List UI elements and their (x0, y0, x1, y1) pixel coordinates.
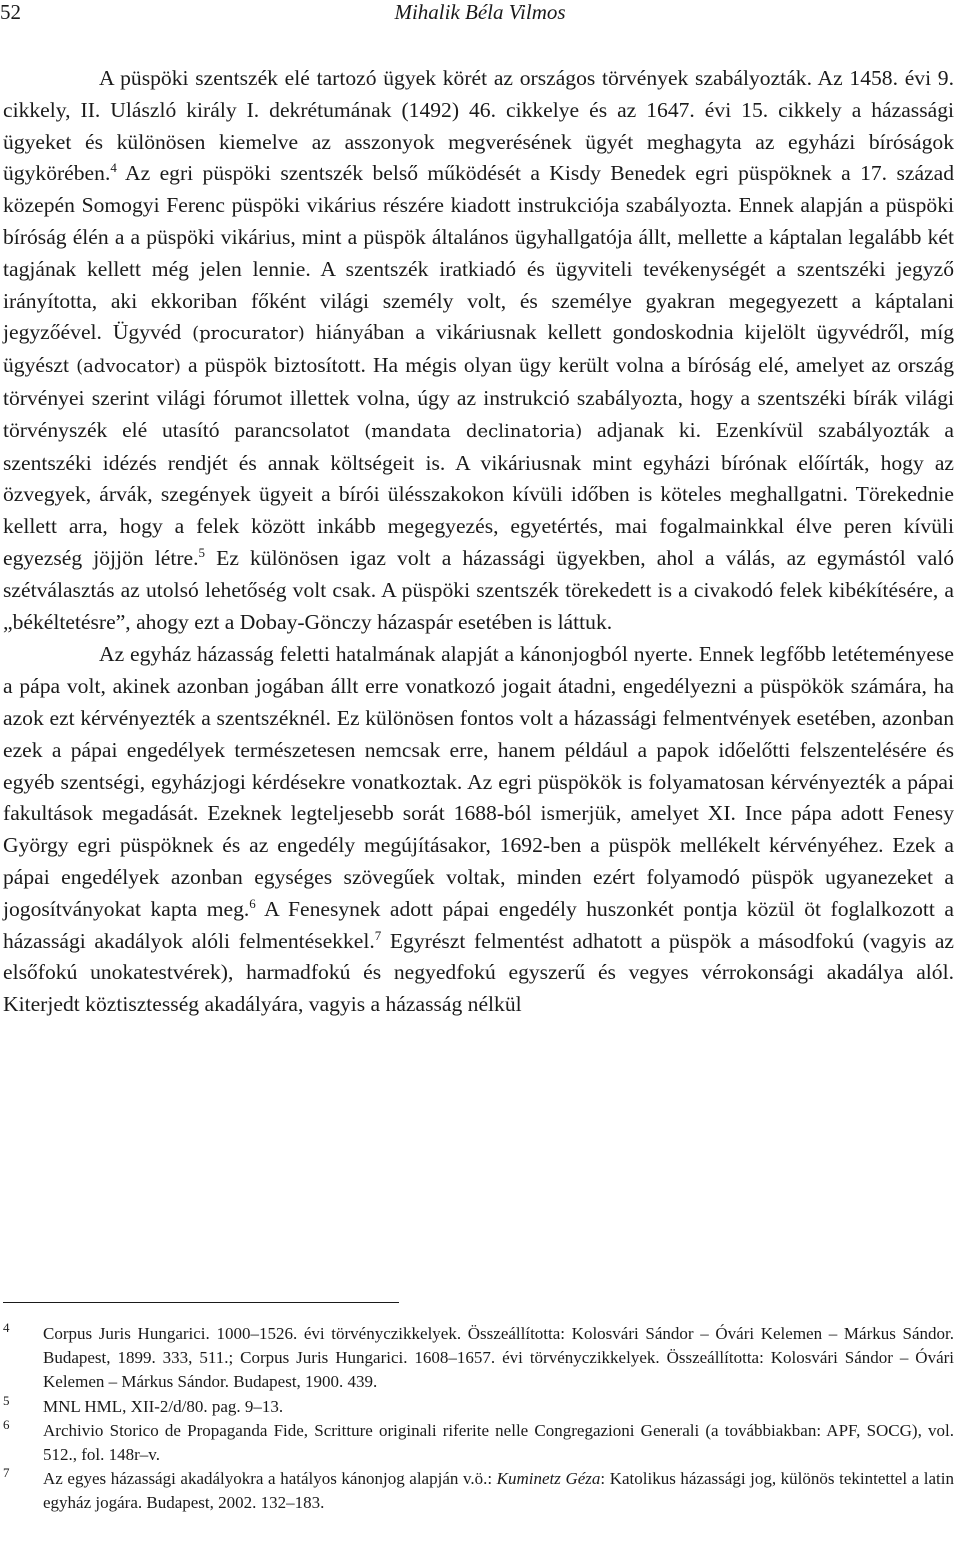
latin-term-advocator: (advocator) (76, 356, 181, 378)
footnote-number: 4 (3, 1320, 10, 1335)
footnote-7 (3, 1467, 954, 1515)
paragraph-1-part-b: Az egri püspöki szentszék belső működését a Kisdy Benedek egri püspöknek a 17. század közepén Somogyi Ferenc püspöki vikárius részére kiadott instrukciója szabályozta. Ennek alapján a püspöki bíróság élén a a püspöki vikárius, mint a püspök általános ügyhallgatója állt, mellette a káptalan legalább két tagjának kellett még jelen lennie. A szentszék iratkiadó és ügyviteli tevékenységét a szentszéki jegyző irányította, aki ekkoriban főként világi személy volt, és személye gyakran megegyezett a káptalani jegyzőével. Ügyvéd (3, 161, 954, 345)
footnotes (3, 1322, 954, 1516)
footnote-ref-5[interactable]: 5 (198, 544, 206, 560)
footnote-author: Kuminetz Géza (496, 1469, 601, 1489)
footnote-separator (3, 1302, 399, 1303)
paragraph-2 (3, 639, 954, 1021)
page-number: 52 (0, 0, 21, 24)
paragraph-2-part-a: Az egyház házasság feletti hatalmának alapját a kánonjogból nyerte. Ennek legfőbb letéteményese a pápa volt, akinek azonban jogában állt erre vonatkozó jogait átadni, engedélyezni a püspökök számára, ha azok ezt kérvényezték a szentszéknél. Ez különösen fontos volt a házassági felmentvények esetében, azonban ezek a pápai engedélyek természetesen nemcsak erre, hanem például a papok időelőtti felszentelésére és egyéb szentségi, egyházjogi kérdésekre vonatkoztak. Az egri püspökök is folyamatosan kérvényezték a pápai fakultások megadását. Ezeknek legteljesebb sorát 1688-ból ismerjük, amelyet XI. Ince pápa adott Fenesy György egri püspöknek és az engedély megújításakor, 1692-ben a püspök mellékelt kérvényéhez. Ezek a pápai engedélyek azonban egységes szövegűek voltak, minden ezért folyamodó püspök ugyanezeket a jogosítványokat kapta meg. (3, 642, 954, 921)
footnote-number: 6 (3, 1416, 10, 1432)
footnote-number: 7 (3, 1465, 10, 1481)
footnote-text: MNL HML, XII-2/d/80. pag. 9–13. (43, 1396, 284, 1416)
paragraph-1-part-d: a püspök biztosított. Ha mégis olyan ügy került volna a bíróság elé, amelyet az ország törvényei szerint világi fórumot illettek volna, úgy az instrukció szabályozta, hogy a szentszéki bírák világi törvényszék elé utasító parancsolatot (3, 353, 954, 442)
latin-term-procurator: (procurator) (192, 323, 305, 345)
paragraph-1-part-a: A püspöki szentszék elé tartozó ügyek körét az országos törvények szabályozták. Az 1458. évi 9. cikkely, II. Ulászló király I. dekrétumának (1492) 46. cikkelye és az 1647. évi 15. cikkely a házassági ügyeket és különösen kiemelve az asszonyok megverésének ügyét meghagyta az egyházi bíróságok ügykörében. (3, 66, 954, 186)
running-title: Mihalik Béla Vilmos (394, 0, 566, 24)
footnote-6 (3, 1416, 954, 1467)
footnote-text: Corpus Juris Hungarici. 1000–1526. évi törvényczikkelyek. Összeállította: Kolosvári Sándor – Óvári Kelemen – Márkus Sándor. Budapest, 1899. 333, 511.; Corpus Juris Hungarici. 1608–1657. évi törvényczikkelyek. Összeállította: Kolosvári Sándor – Óvári Kelemen – Márkus Sándor. Budapest, 1900. 439. (43, 1324, 954, 1392)
footnote-4 (3, 1322, 954, 1395)
paragraph-2-part-b: A Fenesynek adott pápai engedély huszonkét pontja közül öt foglalkozott a házassági akadályok alóli felmentésekkel. (3, 896, 954, 953)
paragraph-1-part-f: Ez különösen igaz volt a házassági ügyekben, ahol a válás, az egymástól való szétválasztás az utolsó lehetőség volt csak. A püspöki szentszék törekedett is a civakodó felek kibékítésére, a „békéltetésre”, ahogy ezt a Dobay-Gönczy házaspár esetében is láttuk. (3, 545, 954, 634)
footnote-text-pre: Az egyes házassági akadályokra a hatályos kánonjog alapján v.ö.: (43, 1469, 497, 1489)
paragraph-1 (3, 63, 954, 638)
paragraph-1-part-e: adjanak ki. Ezenkívül szabályozták a szentszéki idézés rendjét és annak költségeit is. A vikáriusnak mint egyházi bírónak előírták, hogy az özvegyek, árvák, szegények ügyeit a bírói ülésszakokon kívüli időben is köteles meghallgatni. Törekednie kellett arra, hogy a felek között inkább megegyezés, egyetértés, mai fogalmainkkal élve peren kívüli egyezség jöjjön létre. (3, 417, 954, 570)
body-text (3, 63, 954, 1021)
footnote-text-post: : Katolikus házassági jog, különös tekintettel a latin egyház jogára. Budapest, 2002. 132–183. (43, 1469, 954, 1513)
footnote-ref-4[interactable]: 4 (110, 160, 117, 176)
footnote-number: 5 (3, 1392, 10, 1408)
page-header (0, 0, 960, 24)
footnote-5 (3, 1392, 954, 1419)
footnote-ref-7[interactable]: 7 (374, 927, 382, 943)
latin-term-mandata: (mandata declinatoria) (364, 420, 583, 442)
footnote-text: Archivio Storico de Propaganda Fide, Scritture originali riferite nelle Congregazioni Generali (a továbbiakban: APF, SOCG), vol. 512., fol. 148r–v. (43, 1420, 954, 1465)
paragraph-2-part-c: Egyrészt felmentést adhatott a püspök a másodfokú (vagyis az elsőfokú unokatestvérek), harmadfokú és negyedfokú egyszerű és vegyes vérrokonsági akadálya alól. Kiterjedt köztisztesség akadályára, vagyis a házasság nélkül (3, 928, 954, 1017)
footnote-ref-6[interactable]: 6 (249, 895, 256, 911)
footnote-text (43, 1467, 954, 1515)
paragraph-1-part-c: hiányában a vikáriusnak kellett gondoskodnia kijelölt ügyvédről, míg ügyészt (3, 320, 954, 378)
